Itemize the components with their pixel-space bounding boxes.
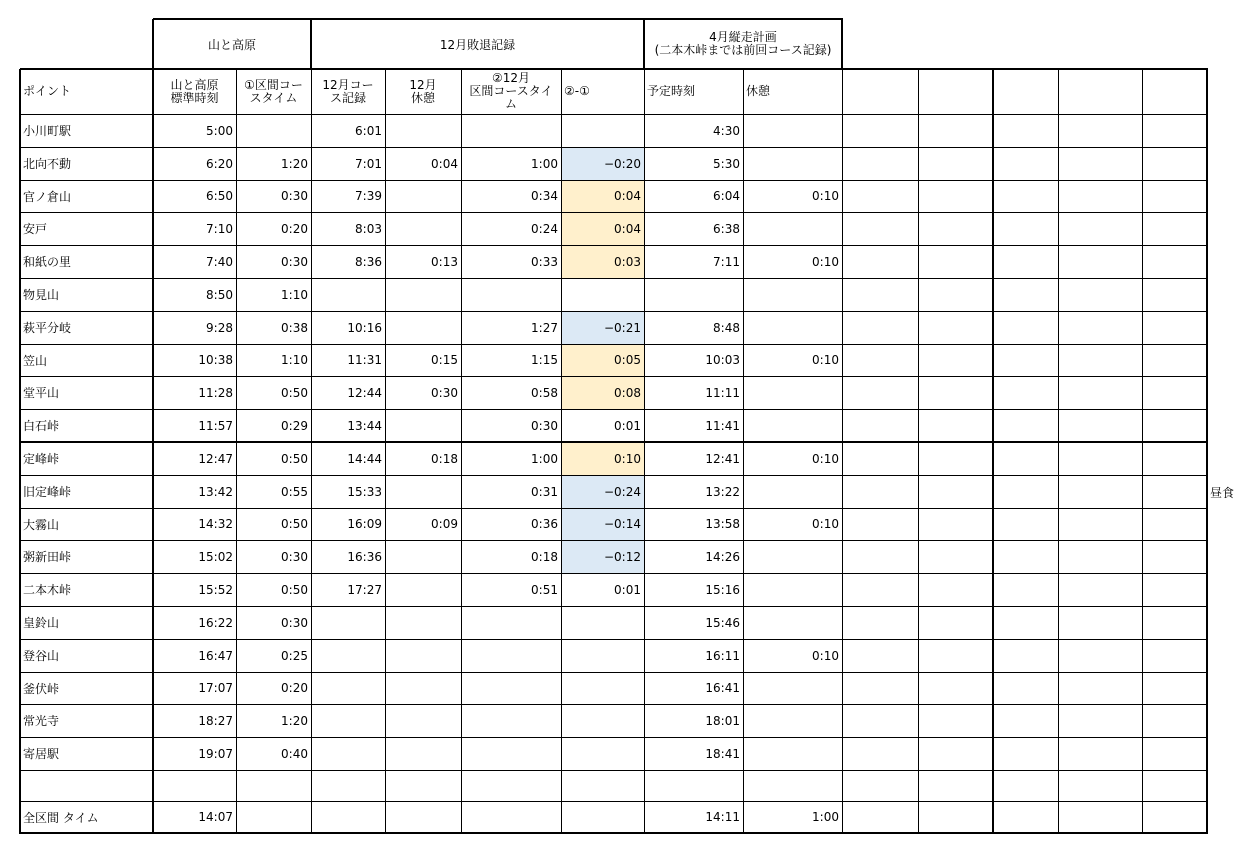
cell-seg-time: 1:10 [281, 287, 308, 302]
cell-seg-time: 1:20 [281, 156, 308, 171]
cell-dec-record: 17:27 [347, 582, 382, 597]
cell-dec-seg [461, 278, 561, 311]
cell-plan-rest [743, 573, 842, 606]
cell-dec-seg: 1:27 [531, 320, 558, 335]
cell-std-time: 7:10 [206, 221, 233, 236]
grid-line [385, 69, 386, 834]
cell-diff: −0:20 [603, 156, 641, 171]
cell-dec-seg [461, 801, 561, 833]
cell-std-time: 5:00 [206, 123, 233, 138]
grid-line [20, 180, 1208, 181]
cell-std-time: 17:07 [198, 681, 233, 695]
cell-seg-time: 0:50 [281, 517, 308, 531]
cell-dec-seg: 0:58 [531, 385, 558, 400]
cell-plan-rest [743, 704, 842, 737]
cell-dec-record: 16:36 [347, 549, 382, 564]
cell-point: 物見山 [23, 288, 60, 302]
cell-dec-rest [385, 475, 461, 508]
cell-dec-record: 11:31 [347, 353, 382, 367]
cell-dec-rest [385, 573, 461, 606]
cell-dec-record [311, 770, 385, 801]
cell-dec-record: 8:03 [355, 221, 382, 236]
cell-dec-record [311, 278, 385, 311]
cell-std-time: 19:07 [198, 746, 233, 761]
cell-dec-record: 15:33 [347, 484, 382, 499]
cell-plan-time: 11:41 [705, 418, 740, 433]
grid-line [152, 19, 154, 70]
header-dec-rest: 12月 休憩 [409, 77, 437, 105]
cell-plan-time: 7:11 [713, 254, 740, 269]
cell-dec-seg: 0:33 [531, 254, 558, 269]
cell-std-time: 16:22 [198, 615, 233, 630]
cell-diff: 0:01 [614, 582, 641, 597]
grid-line [20, 245, 1208, 246]
cell-std-time: 7:40 [206, 254, 233, 269]
cell-dec-seg [461, 639, 561, 672]
cell-seg-time: 1:20 [281, 713, 308, 728]
grid-line [643, 19, 645, 70]
cell-plan-time: 18:01 [705, 713, 740, 728]
cell-plan-rest: 0:10 [812, 451, 839, 466]
cell-plan-time: 8:48 [713, 320, 740, 335]
cell-point: 定峰峠 [23, 452, 60, 466]
cell-plan-time: 16:41 [705, 681, 740, 695]
cell-plan-time: 16:11 [705, 648, 740, 663]
cell-dec-seg [461, 672, 561, 704]
cell-point: 旧定峰峠 [23, 485, 72, 499]
cell-plan-time [644, 278, 743, 311]
cell-diff [561, 114, 644, 147]
cell-plan-time: 18:41 [705, 746, 740, 761]
cell-dec-rest [385, 606, 461, 639]
header-plan-time: 予定時刻 [647, 84, 696, 98]
cell-dec-rest: 0:18 [431, 451, 458, 466]
cell-point: 全区間 タイム [23, 810, 99, 825]
cell-dec-record: 7:39 [355, 189, 382, 203]
cell-seg-time [236, 770, 311, 801]
grid-line [20, 801, 1208, 802]
cell-dec-record: 13:44 [347, 418, 382, 433]
cell-std-time: 18:27 [198, 713, 233, 728]
cell-diff: 0:04 [614, 189, 641, 203]
cell-dec-rest [385, 801, 461, 833]
cell-plan-rest [743, 475, 842, 508]
cell-std-time [153, 770, 236, 801]
cell-diff: 0:04 [614, 221, 641, 236]
cell-point: 官ノ倉山 [23, 189, 72, 204]
cell-seg-time: 0:20 [281, 221, 308, 236]
cell-seg-time [236, 801, 311, 833]
cell-std-time: 15:02 [198, 549, 233, 564]
cell-plan-rest: 0:10 [812, 648, 839, 663]
cell-plan-rest [743, 311, 842, 344]
cell-point: 堂平山 [23, 386, 60, 400]
cell-dec-rest [385, 278, 461, 311]
cell-seg-time: 0:30 [281, 254, 308, 269]
cell-plan-rest [743, 770, 842, 801]
grid-line [20, 311, 1208, 312]
cell-plan-time: 10:03 [705, 353, 740, 367]
cell-dec-rest: 0:30 [431, 385, 458, 400]
cell-diff: −0:14 [603, 517, 641, 531]
cell-diff: 0:01 [614, 418, 641, 433]
cell-seg-time: 0:30 [281, 189, 308, 203]
cell-dec-record [311, 737, 385, 770]
cell-plan-rest [743, 114, 842, 147]
cell-plan-rest: 1:00 [812, 810, 839, 824]
header-dec-record: 12月コー ス記録 [322, 77, 374, 105]
grid-line [1058, 69, 1059, 834]
cell-dec-rest [385, 639, 461, 672]
cell-std-time: 6:50 [206, 189, 233, 203]
cell-diff: −0:24 [603, 484, 641, 499]
cell-std-time: 12:47 [198, 451, 233, 466]
cell-seg-time: 0:30 [281, 549, 308, 564]
grid-line [1142, 69, 1143, 834]
cell-dec-record [311, 639, 385, 672]
header-std-time: 山と高原 標準時刻 [170, 77, 219, 105]
cell-dec-rest [385, 704, 461, 737]
cell-dec-seg: 1:00 [531, 451, 558, 466]
grid-line [20, 737, 1208, 738]
cell-plan-time: 13:58 [705, 517, 740, 531]
header-point: ポイント [23, 84, 72, 98]
cell-seg-time: 0:25 [281, 648, 308, 663]
cell-dec-rest [385, 672, 461, 704]
cell-point: 北向不動 [23, 157, 72, 171]
cell-dec-record: 8:36 [355, 254, 382, 269]
grid-line [644, 69, 645, 834]
cell-std-time: 11:28 [198, 385, 233, 400]
cell-diff: 0:10 [614, 451, 641, 466]
grid-line [310, 19, 312, 70]
cell-point: 釜伏峠 [23, 681, 60, 696]
cell-dec-record [311, 704, 385, 737]
grid-line [20, 770, 1208, 771]
cell-plan-time [644, 770, 743, 801]
cell-point: 萩平分岐 [23, 321, 72, 335]
cell-diff: −0:12 [603, 549, 641, 564]
cell-dec-rest [385, 212, 461, 245]
cell-seg-time: 0:38 [281, 320, 308, 335]
grid-line [20, 68, 1208, 70]
cell-dec-seg [461, 737, 561, 770]
cell-diff: 0:05 [614, 353, 641, 367]
cell-dec-seg: 0:36 [531, 517, 558, 531]
cell-plan-rest [743, 606, 842, 639]
cell-plan-time: 14:11 [705, 810, 740, 824]
cell-std-time: 16:47 [198, 648, 233, 663]
cell-point: 寄居駅 [23, 747, 60, 761]
cell-dec-rest [385, 737, 461, 770]
cell-seg-time: 1:10 [281, 353, 308, 367]
cell-diff: 0:03 [614, 254, 641, 269]
cell-dec-rest [385, 114, 461, 147]
grid-line [20, 409, 1208, 410]
cell-dec-record: 16:09 [347, 517, 382, 531]
cell-dec-seg: 0:24 [531, 221, 558, 236]
grid-line [236, 69, 237, 834]
cell-plan-rest [743, 376, 842, 409]
cell-dec-record: 14:44 [347, 451, 382, 466]
cell-diff [561, 278, 644, 311]
cell-plan-time: 13:22 [705, 484, 740, 499]
cell-seg-time: 0:55 [281, 484, 308, 499]
cell-dec-record: 10:16 [347, 320, 382, 335]
cell-point: 登谷山 [23, 649, 60, 663]
grid-line [20, 147, 1208, 148]
cell-point: 小川町駅 [23, 124, 72, 138]
grid-line [20, 376, 1208, 377]
cell-dec-record [311, 672, 385, 704]
cell-plan-time: 12:41 [705, 451, 740, 466]
cell-diff [561, 672, 644, 704]
grid-line [20, 704, 1208, 705]
cell-std-time: 15:52 [198, 582, 233, 597]
cell-point: 常光寺 [23, 714, 60, 728]
grid-line [561, 69, 562, 834]
cell-diff [561, 704, 644, 737]
group-header-mountain: 山と高原 [207, 37, 256, 52]
cell-plan-rest [743, 212, 842, 245]
grid-line [1206, 69, 1208, 834]
cell-point: 安戸 [23, 222, 48, 236]
cell-std-time: 11:57 [198, 418, 233, 433]
grid-line [20, 639, 1208, 640]
cell-dec-record: 6:01 [355, 123, 382, 138]
grid-line [20, 212, 1208, 213]
header-plan-rest: 休憩 [746, 84, 771, 98]
cell-plan-rest [743, 737, 842, 770]
grid-line [461, 69, 462, 834]
cell-plan-rest: 0:10 [812, 517, 839, 531]
grid-line [19, 69, 21, 834]
cell-dec-record [311, 606, 385, 639]
cell-dec-seg: 0:34 [531, 189, 558, 203]
cell-plan-rest [743, 672, 842, 704]
header-seg-time: ①区間コー スタイム [244, 77, 303, 105]
cell-dec-rest: 0:15 [431, 353, 458, 367]
cell-seg-time: 0:50 [281, 582, 308, 597]
header-dec-seg: ②12月 区間コースタイ ム [469, 71, 553, 111]
cell-dec-record: 12:44 [347, 385, 382, 400]
cell-std-time: 9:28 [206, 320, 233, 335]
grid-line [992, 69, 994, 834]
grid-line [918, 69, 919, 834]
header-diff: ②-① [564, 84, 590, 98]
grid-line [20, 573, 1208, 574]
cell-dec-rest [385, 409, 461, 442]
cell-std-time: 10:38 [198, 353, 233, 367]
cell-point: 二本木峠 [23, 583, 72, 597]
cell-std-time: 13:42 [198, 484, 233, 499]
cell-dec-rest [385, 540, 461, 573]
side-note: 昼食 [1210, 486, 1235, 500]
cell-plan-rest: 0:10 [812, 189, 839, 203]
cell-plan-time: 5:30 [713, 156, 740, 171]
cell-diff [561, 639, 644, 672]
cell-dec-rest: 0:13 [431, 254, 458, 269]
cell-point [20, 770, 153, 801]
grid-line [20, 832, 1208, 834]
cell-plan-rest [743, 147, 842, 180]
cell-point: 大霧山 [23, 517, 60, 532]
grid-line [20, 540, 1208, 541]
cell-diff [561, 801, 644, 833]
cell-dec-seg: 0:18 [531, 549, 558, 564]
cell-dec-rest: 0:04 [431, 156, 458, 171]
grid-line [20, 672, 1208, 673]
cell-plan-rest [743, 409, 842, 442]
grid-line [20, 344, 1208, 345]
cell-dec-seg [461, 770, 561, 801]
cell-plan-time: 14:26 [705, 549, 740, 564]
cell-dec-record [311, 801, 385, 833]
cell-dec-rest [385, 311, 461, 344]
cell-plan-rest: 0:10 [812, 353, 839, 367]
cell-seg-time [236, 114, 311, 147]
cell-dec-seg: 0:31 [531, 484, 558, 499]
grid-line [20, 606, 1208, 607]
cell-dec-rest: 0:09 [431, 517, 458, 531]
cell-diff [561, 770, 644, 801]
cell-plan-time: 15:16 [705, 582, 740, 597]
cell-seg-time: 0:30 [281, 615, 308, 630]
cell-seg-time: 0:29 [281, 418, 308, 433]
grid-line [841, 19, 843, 70]
cell-plan-rest: 0:10 [812, 254, 839, 269]
cell-point: 笠山 [23, 353, 48, 368]
grid-line [743, 69, 744, 834]
cell-seg-time: 0:20 [281, 681, 308, 695]
cell-point: 白石峠 [23, 419, 60, 433]
cell-dec-record: 7:01 [355, 156, 382, 171]
cell-std-time: 14:07 [198, 810, 233, 824]
grid-line [20, 114, 1208, 115]
grid-line [20, 278, 1208, 279]
cell-diff [561, 737, 644, 770]
cell-std-time: 14:32 [198, 517, 233, 531]
grid-line [152, 69, 154, 834]
cell-plan-time: 11:11 [705, 385, 740, 400]
cell-diff [561, 606, 644, 639]
cell-seg-time: 0:40 [281, 746, 308, 761]
cell-dec-rest [385, 770, 461, 801]
cell-diff: 0:08 [614, 385, 641, 400]
cell-dec-seg [461, 704, 561, 737]
grid-line [20, 441, 1208, 443]
group-header-december: 12月敗退記録 [439, 37, 516, 52]
cell-dec-seg: 1:00 [531, 156, 558, 171]
grid-line [153, 18, 843, 20]
cell-dec-seg: 0:51 [531, 582, 558, 597]
cell-dec-rest [385, 180, 461, 212]
cell-dec-seg [461, 606, 561, 639]
cell-seg-time: 0:50 [281, 451, 308, 466]
cell-diff: −0:21 [603, 320, 641, 335]
cell-dec-seg [461, 114, 561, 147]
cell-dec-seg: 1:15 [531, 353, 558, 367]
cell-point: 皇鈴山 [23, 616, 60, 630]
cell-seg-time: 0:50 [281, 385, 308, 400]
cell-std-time: 8:50 [206, 287, 233, 302]
cell-plan-time: 15:46 [705, 615, 740, 630]
cell-std-time: 6:20 [206, 156, 233, 171]
cell-plan-time: 4:30 [713, 123, 740, 138]
grid-line [20, 508, 1208, 509]
cell-plan-time: 6:04 [713, 189, 740, 203]
cell-point: 粥新田峠 [23, 550, 72, 564]
cell-point: 和紙の里 [23, 255, 72, 269]
group-header-april: 4月縦走計画 (二本木峠までは前回コース記録) [654, 30, 832, 57]
cell-dec-seg: 0:30 [531, 418, 558, 433]
cell-plan-rest [743, 278, 842, 311]
grid-line [20, 475, 1208, 476]
grid-line [311, 69, 312, 834]
cell-plan-time: 6:38 [713, 221, 740, 236]
cell-plan-rest [743, 540, 842, 573]
grid-line [842, 69, 843, 834]
